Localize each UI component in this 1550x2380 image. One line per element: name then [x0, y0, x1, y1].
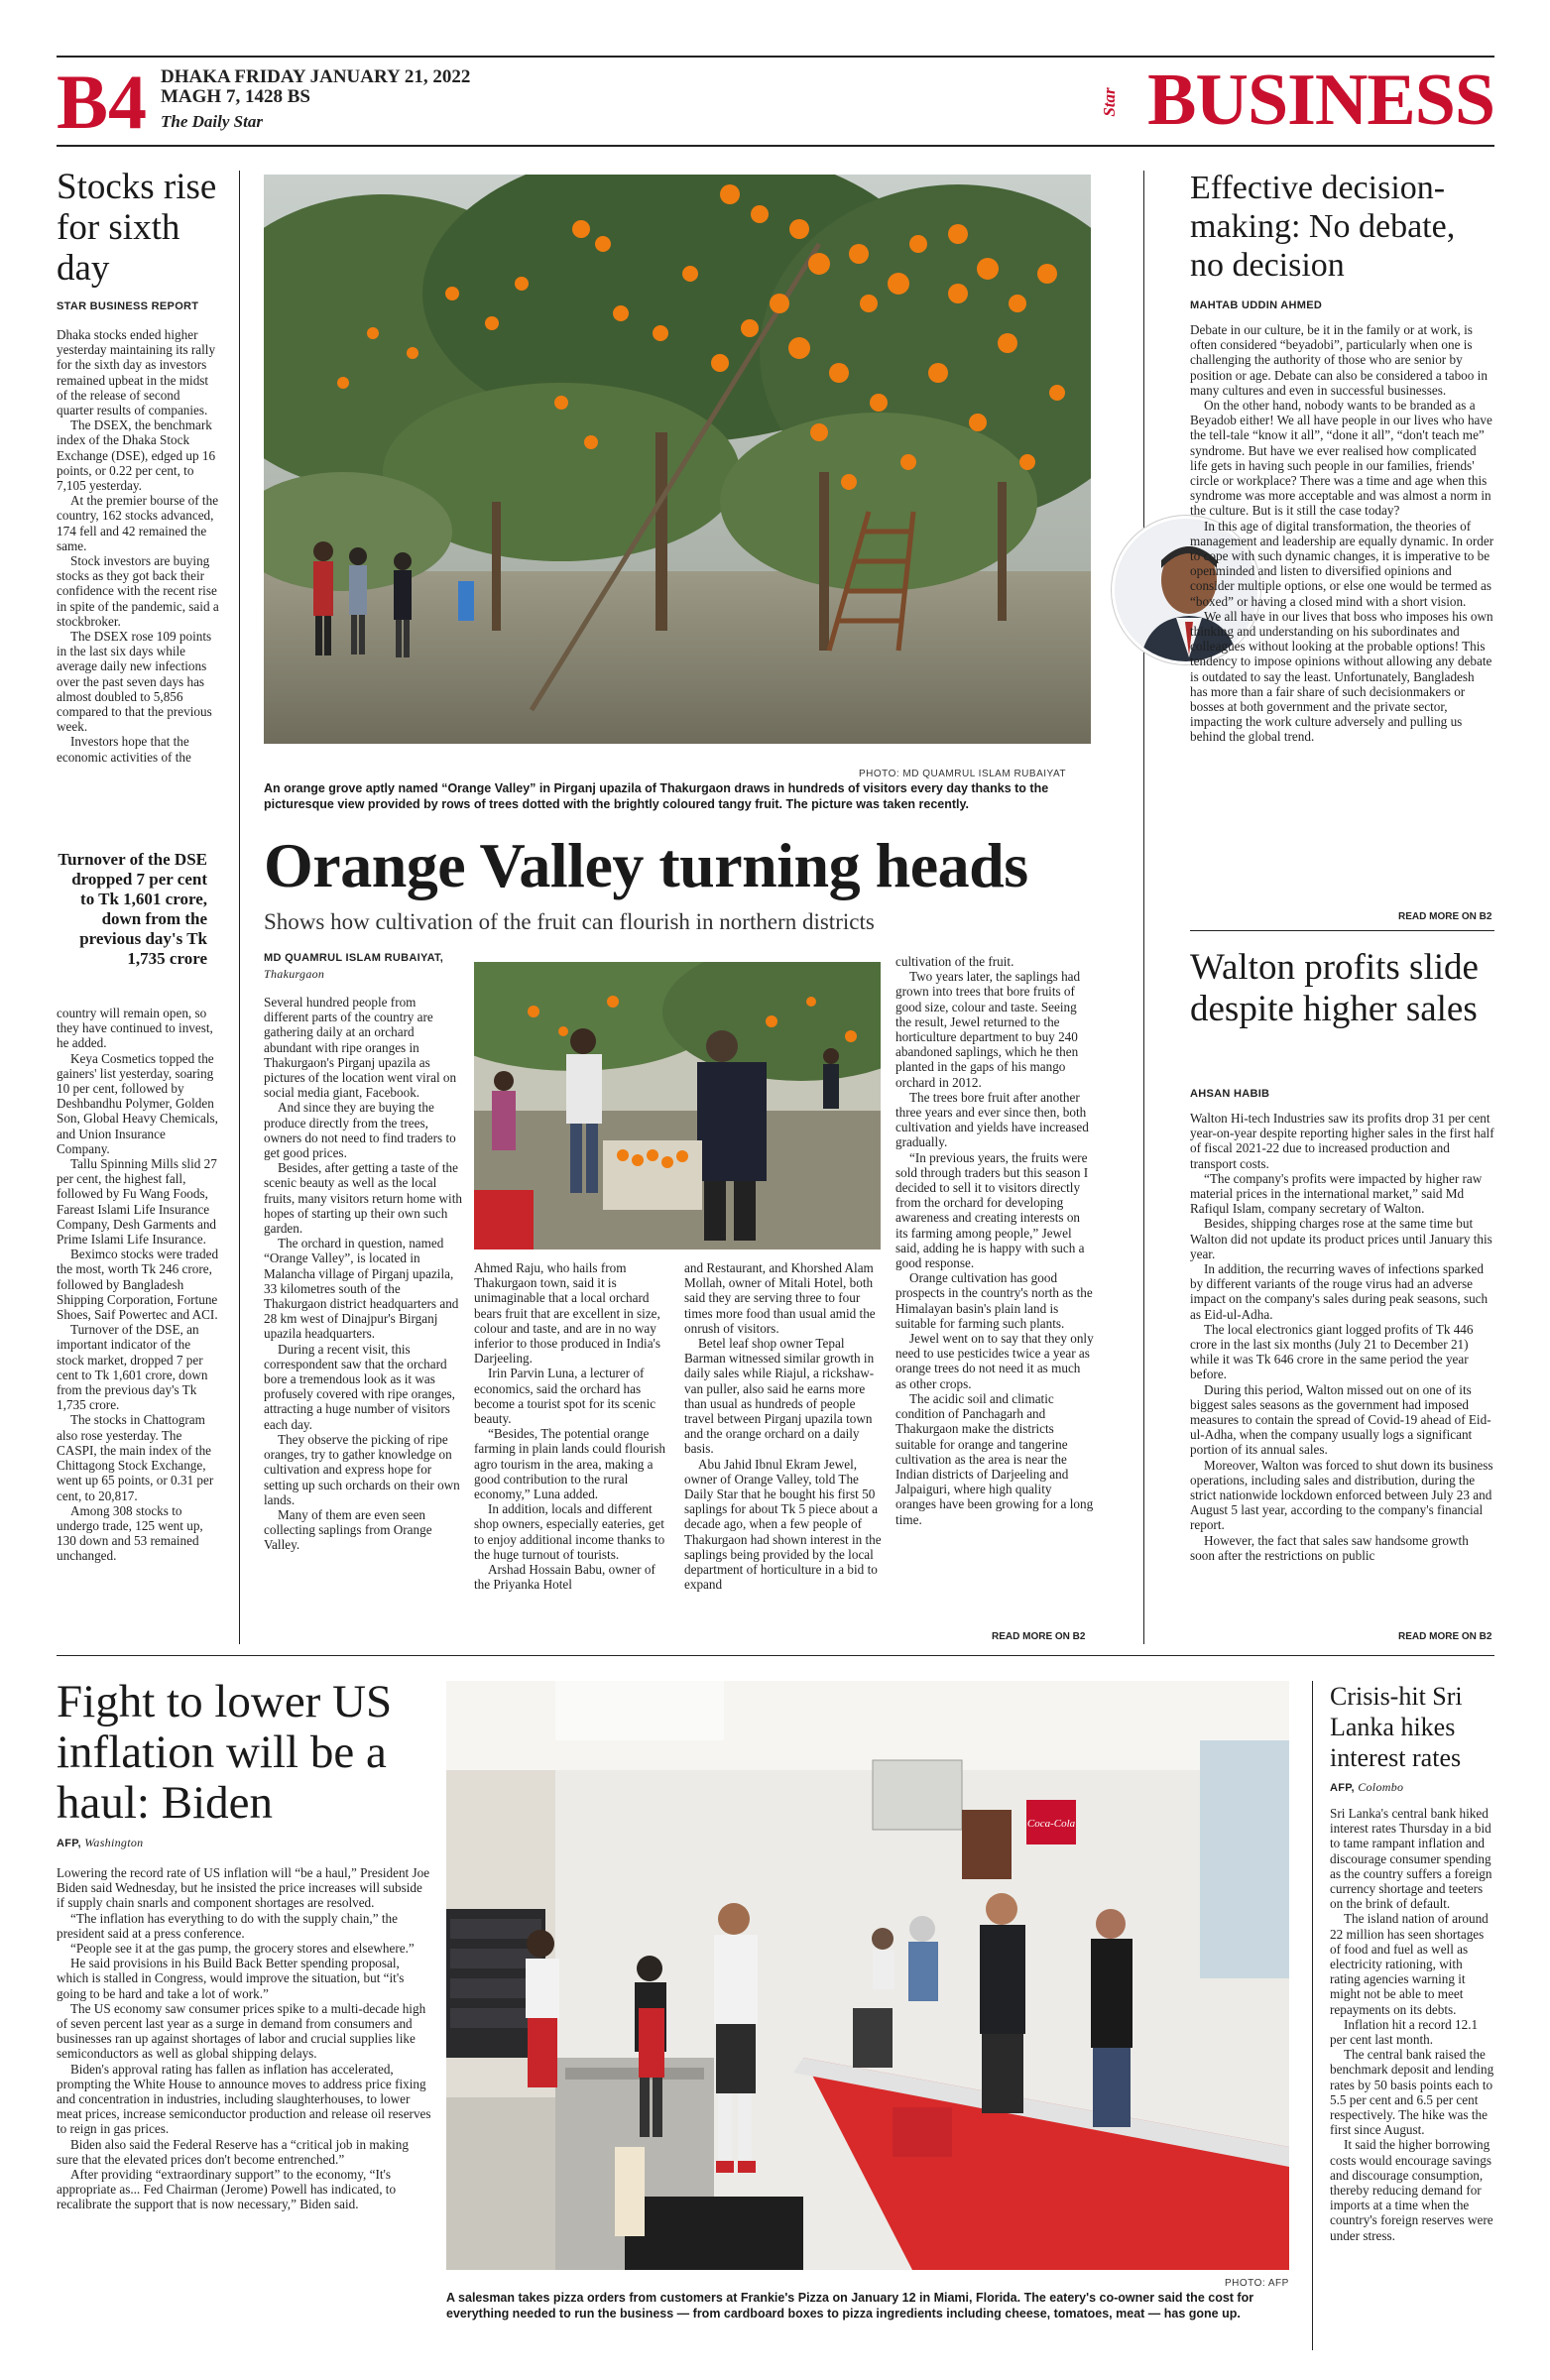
walton-body: [1190, 1111, 1494, 1631]
paragraph: They observe the picking of ripe oranges, try to gather knowledge on cultivation and express hope for setting up such orchards on their own lands.: [264, 1431, 460, 1507]
paragraph: “The inflation has everything to do with the supply chain,” the president said at a press conference.: [57, 1910, 398, 1941]
srilanka-byline-agency: AFP,: [1330, 1782, 1355, 1794]
paragraph: Abu Jahid Ibnul Ekram Jewel, owner of Orange Valley, told The Daily Star that he bought his first 50 saplings for about Tk 5 piece about a decade ago, when a few people of Thakurgaon had shown interest in the saplings being provided by the local department of horticulture in a bid to expand: [684, 1456, 882, 1593]
paragraph: We all have in our lives that boss who imposes his own thinking and understanding on his subordinates and colleagues without looking at the probable options! This tendency to impose opinions without allowing any debate is outdated to say the least. Unfortunately, Bangladesh has more than a fair share of such decisionmakers or bosses at both government and the private sector, impacting the work culture adversely and pulling us behind the global trend.: [1190, 608, 1493, 745]
inflation-byline-place: Washington: [84, 1836, 144, 1849]
page-number: B4: [57, 59, 148, 145]
stocks-pull-quote: Turnover of the DSE dropped 7 per cent to Tk 1,601 crore, down from the previous day's Tk 1,735 crore: [58, 850, 207, 968]
orange-grove-photo: [264, 175, 1091, 744]
paragraph: Beximco stocks were traded the most, worth Tk 246 crore, followed by Bangladesh Shipping Corporation, Fortune Shoes, Saif Powertec and ACI.: [57, 1247, 219, 1323]
paragraph: and Restaurant, and Khorshed Alam Mollah, owner of Mitali Hotel, both said they are serving three to four times more food than usual amid the onrush of visitors.: [684, 1260, 876, 1336]
paragraph: The central bank raised the benchmark deposit and lending rates by 50 basis points each to 5.5 per cent and 6.5 per cent respectively. The hike was the first since August.: [1330, 2047, 1494, 2138]
column-divider-right: [1143, 171, 1144, 1644]
column-divider-bottom: [1312, 1681, 1313, 2350]
newspaper-name: The Daily Star: [161, 112, 263, 131]
dateline-bangla-date: MAGH 7, 1428 BS: [161, 86, 310, 107]
inflation-body: [57, 1865, 433, 2361]
paragraph: Debate in our culture, be it in the family or at work, is often considered “beyadobi”, particularly when one is challenging the authority of those who are senior by position or age. Debate can also be considered a taboo in many cultures and even in successful businesses.: [1190, 322, 1488, 398]
paragraph: However, the fact that sales saw handsome growth soon after the restrictions on public: [1190, 1532, 1469, 1563]
masthead-rule: [57, 145, 1494, 147]
paragraph: country will remain open, so they have continued to invest, he added.: [57, 1006, 213, 1051]
paragraph: And since they are buying the produce directly from the trees, owners do not need to find traders to get good prices.: [264, 1100, 456, 1161]
paragraph: cultivation of the fruit.: [895, 954, 1014, 969]
paragraph: Tallu Spinning Mills slid 27 per cent, the highest fall, followed by Fu Wang Foods, Fareast Islami Life Insurance Company, Desh Garments and Prime Islami Life Insurance.: [57, 1156, 217, 1248]
stocks-byline: STAR BUSINESS REPORT: [57, 300, 199, 312]
orange-column-2: [474, 1260, 672, 1641]
srilanka-body: [1330, 1806, 1494, 2351]
paragraph: Orange cultivation has good prospects in the country's north as the Himalayan basin's plain land is suitable for farming such plants.: [895, 1270, 1093, 1331]
decision-headline: Effective decision-making: No debate, no decision: [1190, 170, 1456, 284]
orange-subhead: Shows how cultivation of the fruit can flourish in northern districts: [264, 909, 875, 934]
paragraph: In addition, the recurring waves of infections sparked by different variants of the rouge virus had an adverse impact on the company's sales during peak seasons, such as Eid-ul-Adha.: [1190, 1261, 1489, 1322]
inflation-headline: Fight to lower US inflation will be a haul: Biden: [57, 1676, 393, 1829]
paragraph: The acidic soil and climatic condition of Panchagarh and Thakurgaon make the districts suitable for orange and tangerine cultivation as the area is near the Indian districts of Darjeeling and Jalpaiguri, where high quality oranges have been growing for a long time.: [895, 1390, 1094, 1527]
fold-rule: [57, 1655, 1494, 1656]
stocks-headline: Stocks rise for sixth day: [57, 167, 217, 289]
orange-byline: [264, 952, 443, 964]
paragraph: Investors hope that the economic activities of the: [57, 734, 191, 765]
paragraph: Dhaka stocks ended higher yesterday maintaining its rally for the sixth day as investors remained upbeat in the midst of the release of second quarter results of companies.: [57, 327, 216, 418]
column-divider-left: [239, 171, 240, 1644]
paragraph: Two years later, the saplings had grown into trees that bore fruits of good size, colour and taste. Seeing the result, Jewel returned to the horticulture department to buy 240 abandoned saplings, which he then planted in the gaps of his mango orchard in 2012.: [895, 969, 1081, 1090]
paragraph: On the other hand, nobody wants to be branded as a Beyadob either! We all have people in our lives who have the tell-tale “know it all”, “done it all”, “don't teach me” syndrome. But have we ever realised how complicated life gets in having such people in our families, friends' circle or workplace? There was a time and age when this syndrome was more acceptable and was almost a norm in the culture. But is it still the case today?: [1190, 398, 1492, 519]
decision-read-more[interactable]: READ MORE ON B2: [1398, 911, 1492, 922]
stocks-body-bottom: [57, 1006, 220, 1642]
orange-column-4: [895, 954, 1094, 1628]
srilanka-byline: [1330, 1780, 1403, 1795]
paragraph: The local electronics giant logged profits of Tk 446 crore in the last six months (July 21 to December 21) while it was Tk 646 crore in the same period the year before.: [1190, 1321, 1474, 1382]
paragraph: The DSEX rose 109 points in the last six days while average daily new infections over the past seven days has almost doubled to 5,856 compared to that the previous week.: [57, 629, 212, 735]
paragraph: Turnover of the DSE, an important indicator of the stock market, dropped 7 per cent to Tk 1,601 crore, down from the previous day's Tk 1,735 crore.: [57, 1322, 208, 1413]
paragraph: Betel leaf shop owner Tepal Barman witnessed similar growth in daily sales while Riajul, a rickshaw-van puller, also said he earns more than usual as hundreds of people travel between Pirganj upazila town and the orange orchard on a daily basis.: [684, 1336, 875, 1457]
paragraph: It said the higher borrowing costs would encourage savings and discourage consumption, thereby reducing demand for imports at a time when the country's foreign reserves were under stress.: [1330, 2137, 1493, 2243]
pizza-shop-photo: [446, 1681, 1289, 2270]
srilanka-byline-place: Colombo: [1358, 1780, 1404, 1794]
dateline-date: DHAKA FRIDAY JANUARY 21, 2022: [161, 66, 471, 87]
paragraph: “People see it at the gas pump, the grocery stores and elsewhere.”: [70, 1941, 415, 1957]
paragraph: “The company's profits were impacted by higher raw material prices in the international market,” said Md Rafiqul Islam, company secretary of Walton.: [1190, 1170, 1483, 1217]
section-logo-text: Star: [1100, 87, 1119, 117]
paragraph: The stocks in Chattogram also rose yesterday. The CASPI, the main index of the Chittagong Stock Exchange, went up 65 points, or 0.31 per cent, to 20,817.: [57, 1412, 214, 1503]
walton-byline: AHSAN HABIB: [1190, 1088, 1270, 1100]
orange-photo-credit: PHOTO: MD QUAMRUL ISLAM RUBAIYAT: [859, 769, 1066, 779]
orange-column-1: [264, 995, 462, 1641]
paragraph: The orchard in question, named “Orange Valley”, is located in Malancha village of Pirganj upazila, 33 kilometres south of the Thakurgaon district headquarters and 28 km west of Dinajpur's Birganj upazila headquarters.: [264, 1236, 459, 1342]
paragraph: Stock investors are buying stocks as they got back their confidence with the recent rise in spite of the pandemic, said a stockbroker.: [57, 553, 219, 629]
paragraph: At the premier bourse of the country, 162 stocks advanced, 174 fell and 42 remained the same.: [57, 493, 219, 553]
walton-headline: Walton profits slide despite higher sales: [1190, 947, 1479, 1029]
paragraph: During this period, Walton missed out on one of its biggest sales seasons as the government had imposed measures to contain the spread of Covid-19 ahead of Eid-ul-Adha, when the company usually logs a significant portion of its annual sales.: [1190, 1381, 1491, 1458]
dateline: [161, 67, 470, 107]
pizza-photo-caption: A salesman takes pizza orders from customers at Frankie's Pizza on January 12 in Miami, Florida. The eatery's co-owner said the cost for everything needed to run the business — from cardboard boxes to pizza ingredients including cheese, tomatoes, meat — has gone up.: [446, 2291, 1254, 2320]
paragraph: Besides, shipping charges rose at the same time but Walton did not update its product prices until January this year.: [1190, 1216, 1492, 1261]
orange-column-3: [684, 1260, 883, 1641]
paragraph: Inflation hit a record 12.1 per cent last month.: [1330, 2016, 1479, 2048]
star-logo-icon: [1090, 79, 1126, 125]
orange-headline: Orange Valley turning heads: [264, 830, 1028, 900]
decision-rule: [1190, 930, 1494, 931]
inflation-byline-agency: AFP,: [57, 1838, 81, 1849]
top-rule: [57, 56, 1494, 58]
coca-cola-sign-text: Coca-Cola: [1026, 1818, 1076, 1830]
orange-read-more[interactable]: READ MORE ON B2: [992, 1631, 1086, 1642]
orange-byline-place: Thakurgaon: [264, 967, 325, 981]
decision-body: [1190, 322, 1494, 907]
orange-photo-caption: An orange grove aptly named “Orange Valley” in Pirganj upazila of Thakurgaon draws in hundreds of visitors every day thanks to the picturesque view provided by rows of trees dotted with the brightly coloured tangy fruit. The picture was taken recently.: [264, 781, 1049, 811]
inflation-byline: [57, 1836, 143, 1850]
paragraph: The US economy saw consumer prices spike to a multi-decade high of seven percent last year as a surge in demand from consumers and businesses ran up against shortages of labor and crucial supplies like semiconductors as well as global shipping delays.: [57, 2000, 426, 2062]
paragraph: Walton Hi-tech Industries saw its profits drop 31 per cent year-on-year despite reporting higher sales in the first half of fiscal 2021-22 due to increased production and transport costs.: [1190, 1111, 1494, 1171]
paragraph: The trees bore fruit after another three years and ever since then, both cultivation and yields have increased gradually.: [895, 1089, 1089, 1150]
pizza-photo-credit: PHOTO: AFP: [1225, 2278, 1289, 2289]
stocks-body-top: [57, 327, 220, 838]
paragraph: Besides, after getting a taste of the scenic beauty as well as the local fruits, many visitors return home with hopes of starting up their own such garden.: [264, 1160, 462, 1237]
walton-read-more[interactable]: READ MORE ON B2: [1398, 1631, 1492, 1642]
paragraph: He said provisions in his Build Back Better spending proposal, which is stalled in Congress, would improve the situation, but “it's going to be hard and take a lot of work.”: [57, 1956, 405, 2001]
paragraph: The island nation of around 22 million has seen shortages of food and fuel as well as electricity rationing, with rating agencies warning it might not be able to meet repayments on its debts.: [1330, 1911, 1489, 2017]
paragraph: Arshad Hossain Babu, owner of the Priyanka Hotel: [474, 1562, 656, 1593]
orchard-visitors-photo: [474, 962, 881, 1250]
paragraph: Irin Parvin Luna, a lecturer of economics, said the orchard has become a tourist spot for its scenic beauty.: [474, 1366, 656, 1427]
paragraph: Keya Cosmetics topped the gainers' list yesterday, soaring 10 per cent, followed by Deshbandhu Polymer, Golden Son, Global Heavy Chemicals, and Union Insurance Company.: [57, 1050, 218, 1156]
paragraph: Biden's approval rating has fallen as inflation has accelerated, prompting the White House to announce moves to address price fixing and concentration in industries, including slaughterhouses, to lower meat prices, increase semiconductor production and release oil reserves to reign in gas prices.: [57, 2061, 431, 2137]
paragraph: Several hundred people from different parts of the country are gathering daily at an orchard abundant with ripe oranges in Thakurgaon's Pirganj upazila as pictures of the location went viral on social media giant, Facebook.: [264, 995, 457, 1101]
orange-byline-name: MD QUAMRUL ISLAM RUBAIYAT,: [264, 952, 444, 964]
decision-byline: MAHTAB UDDIN AHMED: [1190, 299, 1323, 311]
paragraph: Many of them are even seen collecting saplings from Orange Valley.: [264, 1506, 432, 1553]
section-title: BUSINESS: [1147, 60, 1494, 141]
paragraph: “Besides, The potential orange farming in plain lands could flourish agro tourism in the area, making a good contribution to the rural economy,” Luna added.: [474, 1426, 666, 1502]
paragraph: After providing “extraordinary support” to the economy, “It's appropriate as... Fed Chairman (Jerome) Powell has indicated, to recalibrate the support that is now necessary,” Biden said.: [57, 2167, 397, 2212]
paragraph: Ahmed Raju, who hails from Thakurgaon town, said it is unimaginable that a local orchard bears fruit that are excellent in size, colour and taste, and are in no way inferior to those produced in India's Darjeeling.: [474, 1260, 661, 1367]
paragraph: The DSEX, the benchmark index of the Dhaka Stock Exchange (DSE), edged up 16 points, or 0.22 per cent, to 7,105 yesterday.: [57, 417, 216, 494]
paragraph: In this age of digital transformation, the theories of management and leadership are equally dynamic. In order to cope with such dynamic changes, it is imperative to be openminded and listen to diversified opinions and consider multiple options, or else one would be termed as “boxed” or having a closed mind with a short vision.: [1190, 518, 1494, 609]
paragraph: Biden also said the Federal Reserve has a “critical job in making sure that the elevated prices don't become entrenched.”: [57, 2136, 409, 2167]
paragraph: “In previous years, the fruits were sold through traders but this season I decided to sell it to visitors directly from the orchard for developing awareness and creating interests on its farming among people,” Jewel said, adding he is happy with such a good response.: [895, 1149, 1089, 1271]
paragraph: In addition, locals and different shop owners, especially eateries, get to enjoy additional income thanks to the huge turnout of tourists.: [474, 1501, 665, 1562]
paragraph: Lowering the record rate of US inflation will “be a haul,” President Joe Biden said Wednesday, but he insisted the price increases will subside if supply chain snarls and component shortages are resolved.: [57, 1865, 430, 1911]
paragraph: During a recent visit, this correspondent saw that the orchard bore a tremendous look as it was profusely covered with ripe oranges, attracting a huge number of visitors each day.: [264, 1341, 455, 1432]
paragraph: Jewel went on to say that they only need to use pesticides twice a year as orange trees do not need it as much as other crops.: [895, 1331, 1094, 1391]
paragraph: Among 308 stocks to undergo trade, 125 went up, 130 down and 53 remained unchanged.: [57, 1502, 203, 1564]
paragraph: Sri Lanka's central bank hiked interest rates Thursday in a bid to tame rampant inflation and discourage consumer spending as the country suffers a foreign currency shortage and teeters on the brink of default.: [1330, 1806, 1492, 1912]
paragraph: Moreover, Walton was forced to shut down its business operations, including sales and distribution, during the strict nationwide lockdown enforced between July 23 and August 5 last year, according to the company's financial report.: [1190, 1457, 1493, 1533]
srilanka-headline: Crisis-hit Sri Lanka hikes interest rates: [1330, 1682, 1463, 1772]
